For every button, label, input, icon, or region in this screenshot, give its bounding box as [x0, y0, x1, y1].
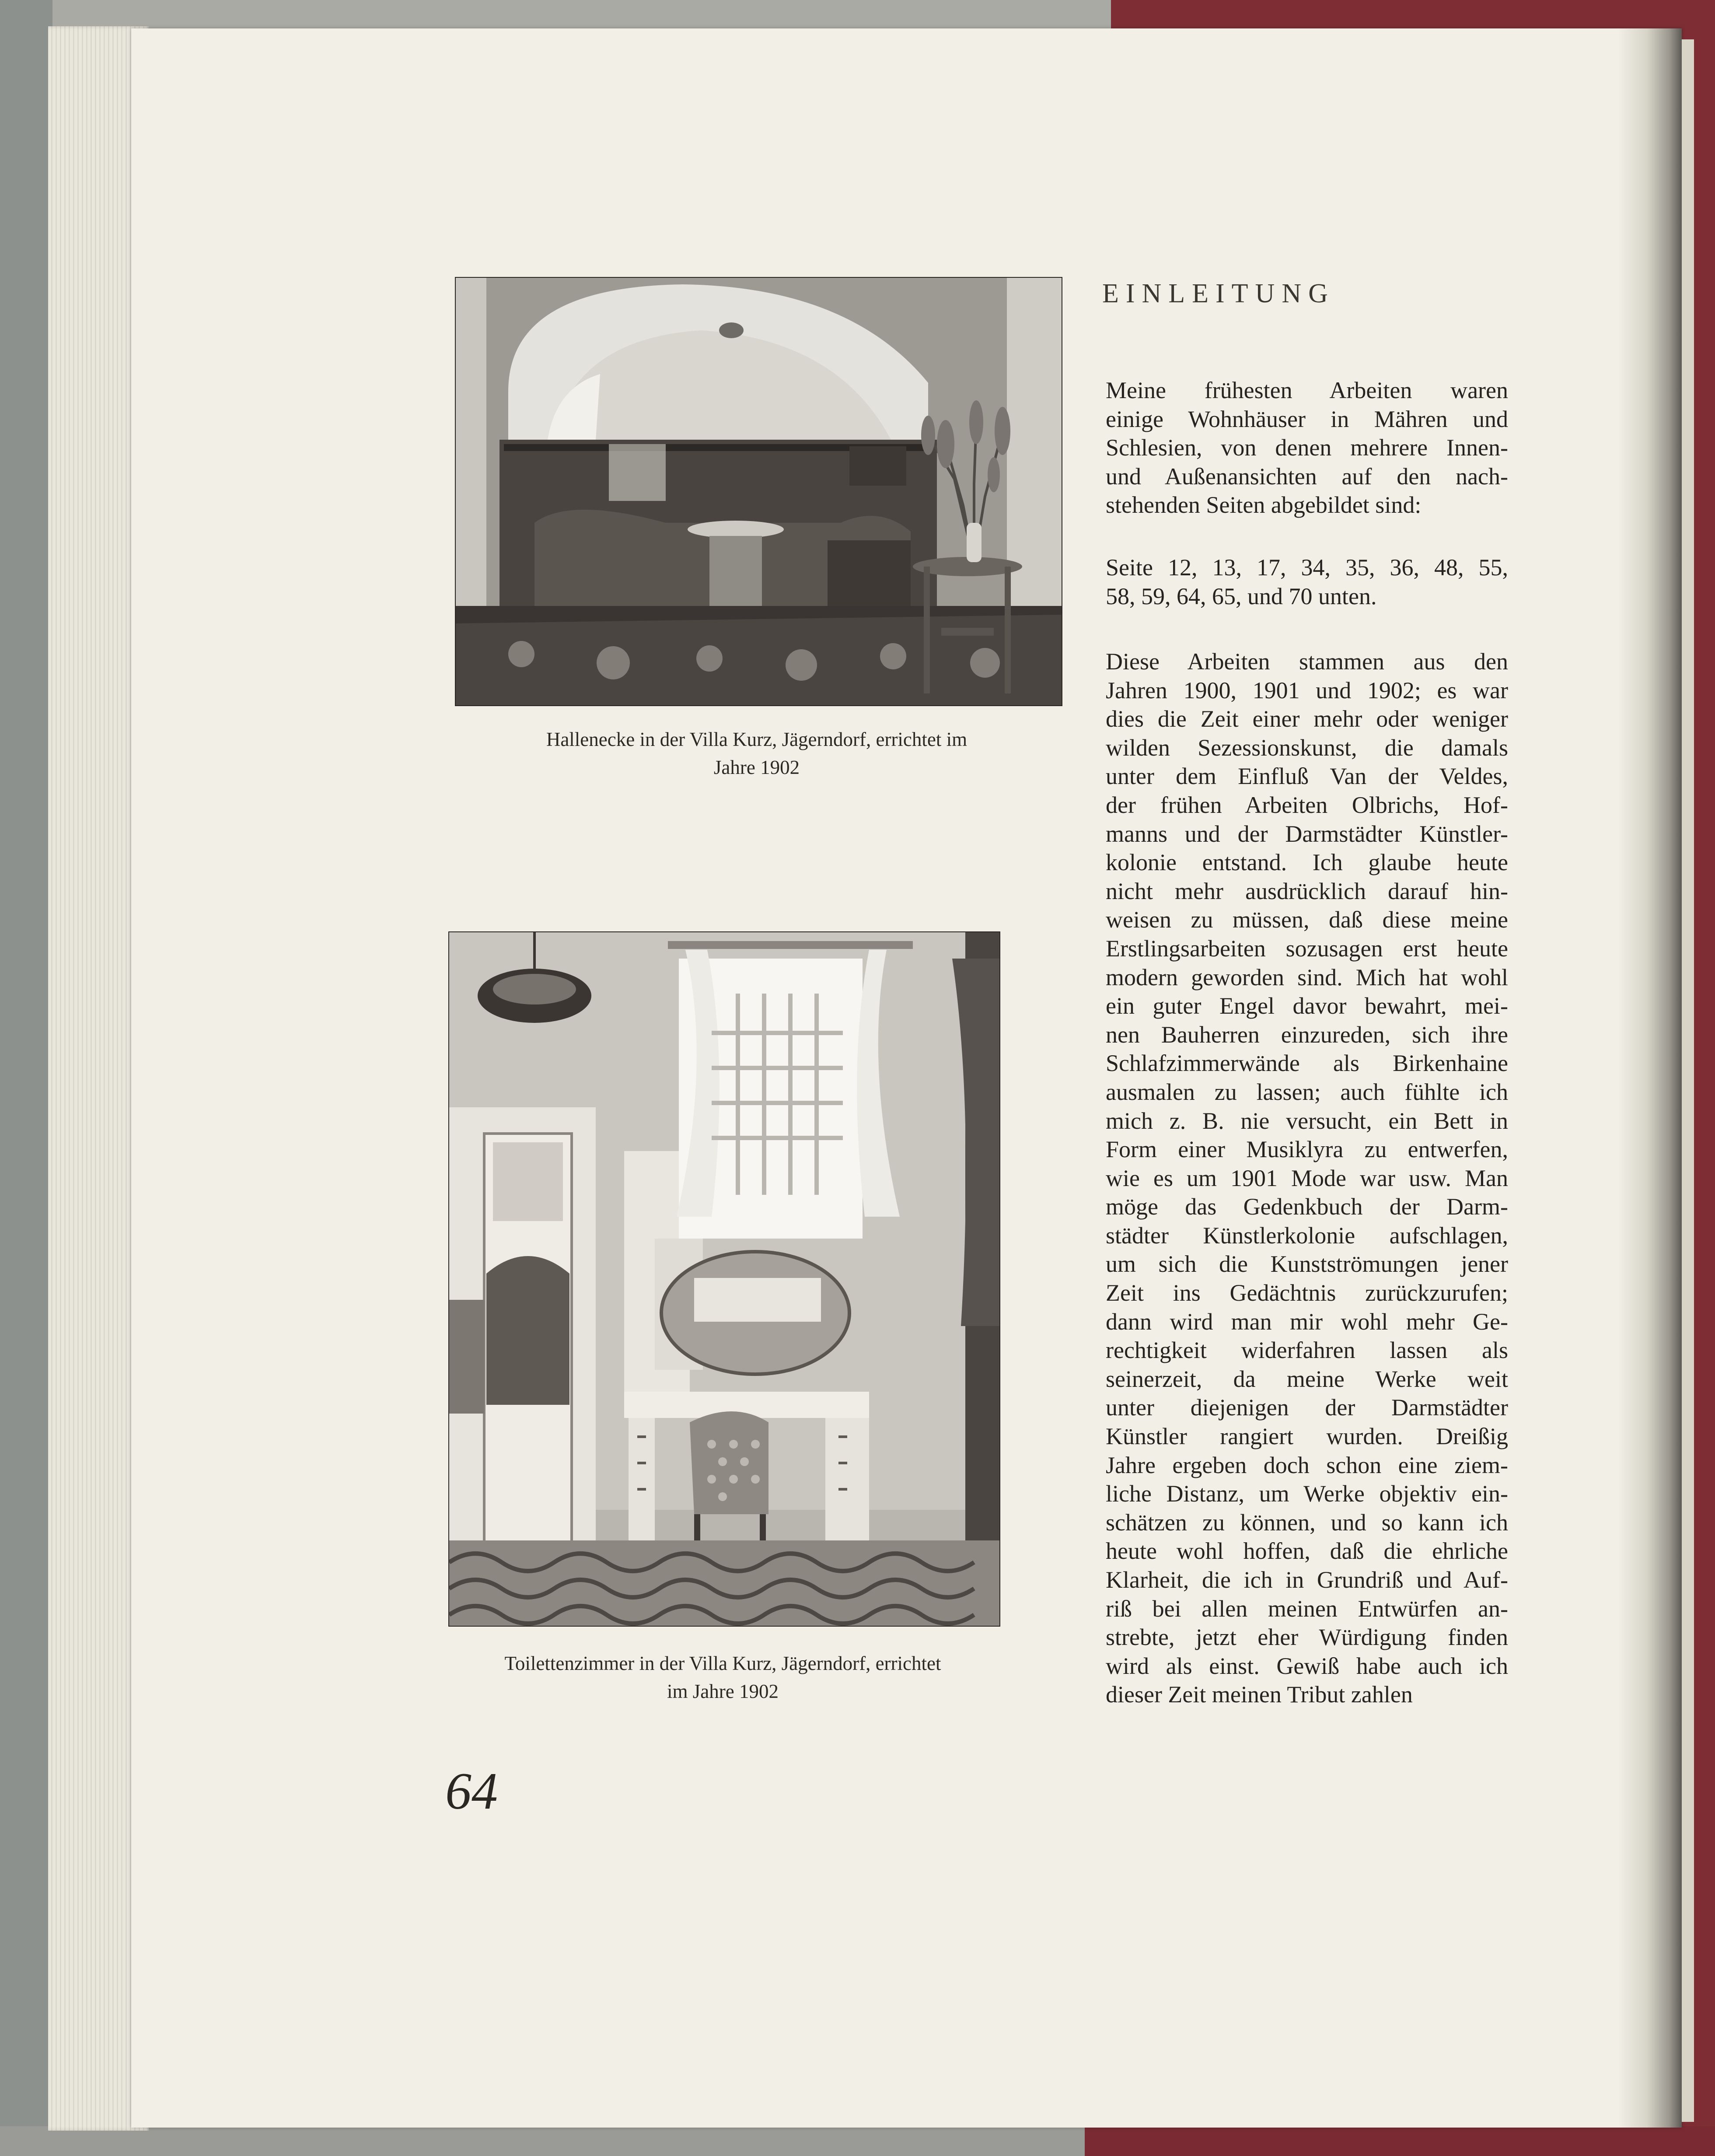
paragraph-3-line: dann wird man mir wohl mehr Ge- [1106, 1308, 1508, 1335]
paragraph-3-line: heute wohl hoffen, daß die ehrliche [1106, 1538, 1508, 1564]
paragraph-3-line: Erstlingsarbeiten sozusagen erst heute [1106, 935, 1508, 962]
paragraph-1-line: Schlesien, von denen mehrere Innen- [1106, 434, 1508, 461]
paragraph-3-line: nen Bauherren einzureden, sich ihre [1106, 1021, 1508, 1048]
paragraph-3-line: Diese Arbeiten stammen aus den [1106, 648, 1508, 675]
section-title: EINLEITUNG [1102, 279, 1335, 308]
paragraph-3-line: schätzen zu können, und so kann ich [1106, 1509, 1508, 1536]
caption-dressing-room [431, 1649, 1015, 1705]
paragraph-3-line: Schlafzimmerwände als Birkenhaine [1106, 1050, 1508, 1077]
book-cover-left [0, 0, 52, 2156]
paragraph-3-line: nicht mehr ausdrücklich darauf hin- [1106, 878, 1508, 904]
paragraph-3-line: unter dem Einfluß Van der Veldes, [1106, 763, 1508, 790]
paragraph-3-line: riß bei allen meinen Entwürfen an- [1106, 1595, 1508, 1622]
paragraph-3-line: liche Distanz, um Werke objektiv ein- [1106, 1480, 1508, 1507]
paragraph-3-line: rechtigkeit widerfahren lassen als [1106, 1337, 1508, 1364]
paragraph-3-line: mich z. B. nie versucht, ein Bett in [1106, 1107, 1508, 1134]
paragraph-3 [1106, 648, 1508, 1709]
paragraph-3-line: Jahre ergeben doch schon eine ziem- [1106, 1452, 1508, 1478]
paragraph-1 [1106, 376, 1508, 520]
photo-hall-corner [455, 277, 1062, 706]
caption-hall-corner [451, 725, 1063, 781]
page-gutter-shadow [1618, 28, 1682, 2128]
paragraph-3-line: möge das Gedenkbuch der Darm- [1106, 1194, 1508, 1220]
paragraph-2-line: Seite 12, 13, 17, 34, 35, 36, 48, 55, [1106, 554, 1508, 581]
paragraph-3-line: unter diejenigen der Darmstädter [1106, 1394, 1508, 1421]
paragraph-3-line: Künstler rangiert wurden. Dreißig [1106, 1423, 1508, 1450]
paragraph-3-line: ausmalen zu lassen; auch fühlte ich [1106, 1078, 1508, 1105]
photo-hall-corner-image [456, 278, 1062, 705]
paragraph-2-line: 58, 59, 64, 65, und 70 unten. [1106, 583, 1377, 609]
photo-dressing-room-image [449, 932, 999, 1626]
caption-dressing-room-line-1: Toilettenzimmer in der Villa Kurz, Jägerndorf, errichtet [504, 1652, 941, 1674]
paragraph-3-line: seinerzeit, da meine Werke weit [1106, 1365, 1508, 1392]
paragraph-1-line: stehenden Seiten abgebildet sind: [1106, 492, 1422, 518]
paragraph-3-line: Klarheit, die ich in Grundriß und Auf- [1106, 1567, 1508, 1593]
paragraph-3-line: strebte, jetzt eher Würdigung finden [1106, 1624, 1508, 1651]
caption-hall-corner-line-2: Jahre 1902 [713, 756, 800, 778]
paragraph-1-line: Meine frühesten Arbeiten waren [1106, 377, 1508, 403]
photo-dressing-room [448, 931, 1000, 1627]
paragraph-3-line: wie es um 1901 Mode war usw. Man [1106, 1165, 1508, 1191]
paragraph-3-line: städter Künstlerkolonie aufschlagen, [1106, 1222, 1508, 1249]
paragraph-3-line: kolonie entstand. Ich glaube heute [1106, 849, 1508, 876]
page-number: 64 [445, 1762, 498, 1820]
facing-page-edge [1682, 39, 1694, 2122]
paragraph-3-line: Zeit ins Gedächtnis zurückzurufen; [1106, 1280, 1508, 1306]
book-cover-binding-top [1111, 0, 1715, 33]
paragraph-3-line: Form einer Musiklyra zu entwerfen, [1106, 1136, 1508, 1163]
caption-hall-corner-line-1: Hallenecke in der Villa Kurz, Jägerndorf, errichtet im [546, 728, 968, 750]
paragraph-3-line: dies die Zeit einer mehr oder weniger [1106, 706, 1508, 732]
book-cover-binding-bottom [1085, 2126, 1715, 2156]
caption-dressing-room-line-2: im Jahre 1902 [667, 1680, 779, 1702]
paragraph-3-line: modern geworden sind. Mich hat wohl [1106, 964, 1508, 990]
paragraph-3-line: dieser Zeit meinen Tribut zahlen [1106, 1681, 1413, 1708]
paragraph-2 [1106, 553, 1508, 611]
paragraph-3-line: wird als einst. Gewiß habe auch ich [1106, 1652, 1508, 1679]
paragraph-1-line: und Außenansichten auf den nach- [1106, 463, 1508, 490]
paragraph-3-line: wilden Sezessionskunst, die damals [1106, 734, 1508, 761]
paragraph-3-line: um sich die Kunstströmungen jener [1106, 1251, 1508, 1278]
paragraph-1-line: einige Wohnhäuser in Mähren und [1106, 406, 1508, 432]
paragraph-3-line: der frühen Arbeiten Olbrichs, Hof- [1106, 791, 1508, 818]
paragraph-3-line: Jahren 1900, 1901 und 1902; es war [1106, 677, 1508, 704]
paragraph-3-line: weisen zu müssen, daß diese meine [1106, 906, 1508, 933]
paragraph-3-line: manns und der Darmstädter Künstler- [1106, 820, 1508, 847]
paragraph-3-line: ein guter Engel davor bewahrt, mei- [1106, 993, 1508, 1019]
